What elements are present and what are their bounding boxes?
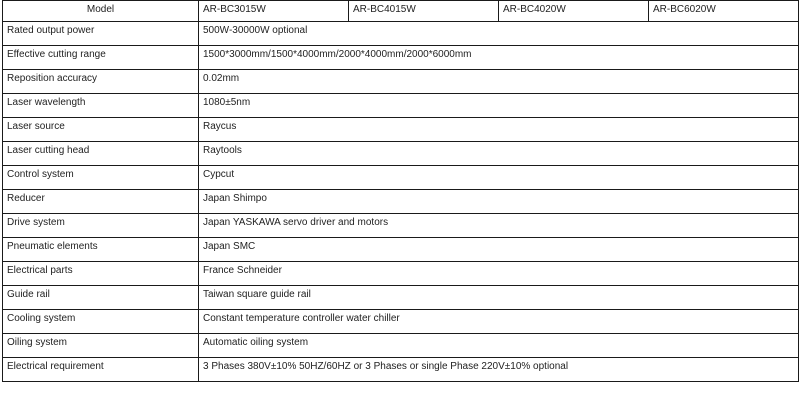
row-label: Electrical requirement <box>3 358 199 382</box>
row-label: Electrical parts <box>3 262 199 286</box>
row-label: Laser wavelength <box>3 94 199 118</box>
row-label: Control system <box>3 166 199 190</box>
row-value: Constant temperature controller water chiller <box>199 310 799 334</box>
row-label: Laser cutting head <box>3 142 199 166</box>
model-name: AR-BC3015W <box>199 1 349 22</box>
table-row <box>3 358 799 382</box>
table-row <box>3 262 799 286</box>
table-row <box>3 166 799 190</box>
row-label: Laser source <box>3 118 199 142</box>
table-row <box>3 190 799 214</box>
row-value: 3 Phases 380V±10% 50HZ/60HZ or 3 Phases or single Phase 220V±10% optional <box>199 358 799 382</box>
table-row <box>3 70 799 94</box>
row-label: Reposition accuracy <box>3 70 199 94</box>
row-label: Drive system <box>3 214 199 238</box>
table-row <box>3 22 799 46</box>
row-value: Japan YASKAWA servo driver and motors <box>199 214 799 238</box>
row-value: 1080±5nm <box>199 94 799 118</box>
row-label: Cooling system <box>3 310 199 334</box>
row-value: 500W-30000W optional <box>199 22 799 46</box>
row-value: France Schneider <box>199 262 799 286</box>
table-row <box>3 310 799 334</box>
table-header-row <box>3 1 799 22</box>
model-name: AR-BC6020W <box>649 1 799 22</box>
table-row <box>3 46 799 70</box>
model-name: AR-BC4020W <box>499 1 649 22</box>
header-label: Model <box>3 1 199 22</box>
row-label: Reducer <box>3 190 199 214</box>
row-value: Raycus <box>199 118 799 142</box>
row-value: Raytools <box>199 142 799 166</box>
row-label: Pneumatic elements <box>3 238 199 262</box>
row-label: Oiling system <box>3 334 199 358</box>
row-label: Guide rail <box>3 286 199 310</box>
spec-table <box>2 0 799 382</box>
row-label: Rated output power <box>3 22 199 46</box>
row-value: 1500*3000mm/1500*4000mm/2000*4000mm/2000*6000mm <box>199 46 799 70</box>
row-value: Japan Shimpo <box>199 190 799 214</box>
table-row <box>3 142 799 166</box>
table-row <box>3 238 799 262</box>
table-row <box>3 94 799 118</box>
row-label: Effective cutting range <box>3 46 199 70</box>
model-name: AR-BC4015W <box>349 1 499 22</box>
table-row <box>3 118 799 142</box>
table-row <box>3 214 799 238</box>
table-row <box>3 334 799 358</box>
table-row <box>3 286 799 310</box>
row-value: Cypcut <box>199 166 799 190</box>
row-value: Automatic oiling system <box>199 334 799 358</box>
row-value: Japan SMC <box>199 238 799 262</box>
row-value: Taiwan square guide rail <box>199 286 799 310</box>
row-value: 0.02mm <box>199 70 799 94</box>
